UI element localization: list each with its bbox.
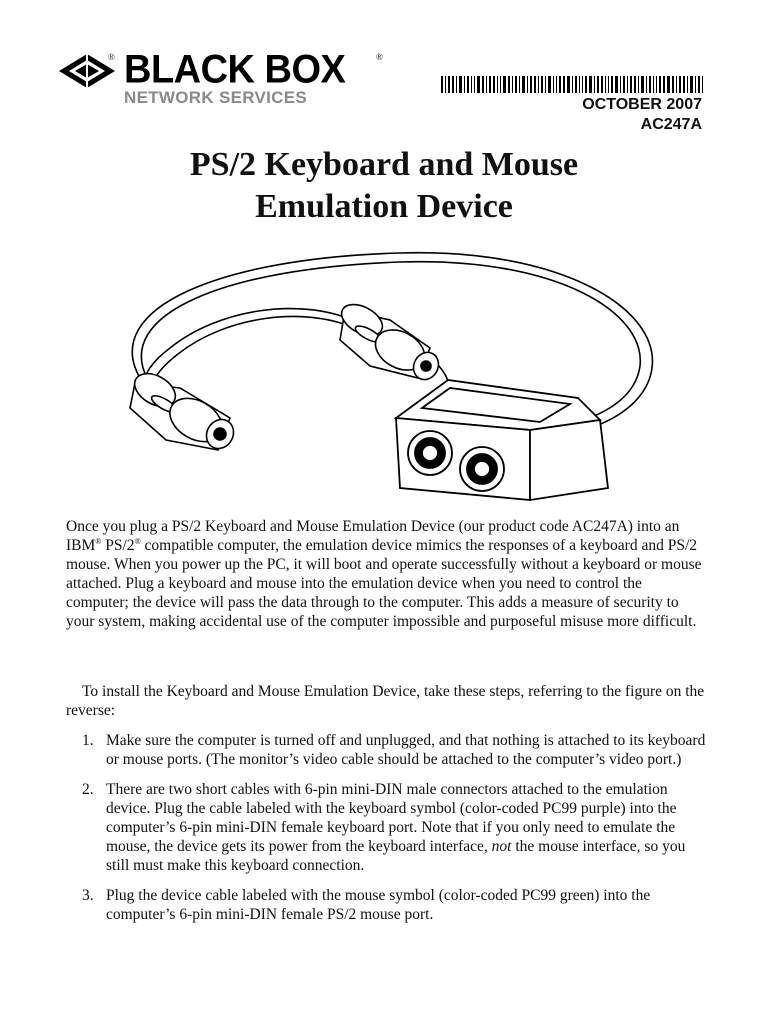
page-title: [0, 144, 768, 228]
brand-logo: [58, 47, 388, 110]
brand-name: BLACK BOX: [124, 47, 346, 93]
barcode-graphic: [441, 76, 704, 93]
install-intro-paragraph: To install the Keyboard and Mouse Emulation Device, take these steps, referring to the figure on the reverse:: [66, 683, 705, 719]
upper-ps2-connector: [336, 298, 443, 384]
emulation-device-box: [396, 380, 608, 500]
step-text: Plug the device cable labeled with the mouse symbol (color-coded PC99 green) into the computer’s 6-pin mini-DIN female PS/2 mouse port.: [106, 887, 651, 923]
registered-mark: ®: [108, 52, 115, 62]
step-number: 1.: [82, 732, 94, 749]
brand-subtitle: NETWORK SERVICES: [124, 88, 308, 107]
title-line-1: PS/2 Keyboard and Mouse: [189, 146, 579, 183]
step-text: There are two short cables with 6-pin mini-DIN male connectors attached to the emulation device. Plug the cable labeled with the keyboard symbol (color-coded PC99 purple) into the computer’s 6-pin mini-DIN female keyboard port. Note that if you only need to emulate the mouse, the device gets its power from the keyboard interface, not the mouse interface, so you still must make this keyboard connection.: [106, 781, 686, 874]
step-text: Make sure the computer is turned off and unplugged, and that nothing is attached to its keyboard or mouse ports. (The monitor’s video cable should be attached to the computer’s video port.): [106, 732, 706, 768]
step-1: [66, 731, 706, 769]
title-line-2: Emulation Device: [255, 188, 513, 225]
installation-steps: [66, 731, 706, 935]
document-code: AC247A: [640, 116, 702, 133]
emulation-device-illustration: [100, 248, 660, 508]
step-2: [66, 780, 706, 875]
document-date: OCTOBER 2007: [582, 96, 702, 113]
registered-mark-2: ®: [376, 52, 383, 62]
step-3: [66, 886, 706, 924]
intro-paragraph: Once you plug a PS/2 Keyboard and Mouse Emulation Device (our product code AC247A) into an IBM® PS/2® compatible computer, the emulation device mimics the responses of a keyboard and PS/2 mouse. When you power up the PC, it will boot and operate successfully without a keyboard or mouse attached. Plug a keyboard and mouse into the emulation device when you need to control the computer; the device will pass the data through to the computer. This adds a measure of security to your system, making accidental use of the computer impossible and purposeful misuse more difficult.: [66, 518, 702, 630]
lower-ps2-connector: [129, 367, 239, 454]
step-number: 3.: [82, 887, 94, 904]
step-number: 2.: [82, 781, 94, 798]
